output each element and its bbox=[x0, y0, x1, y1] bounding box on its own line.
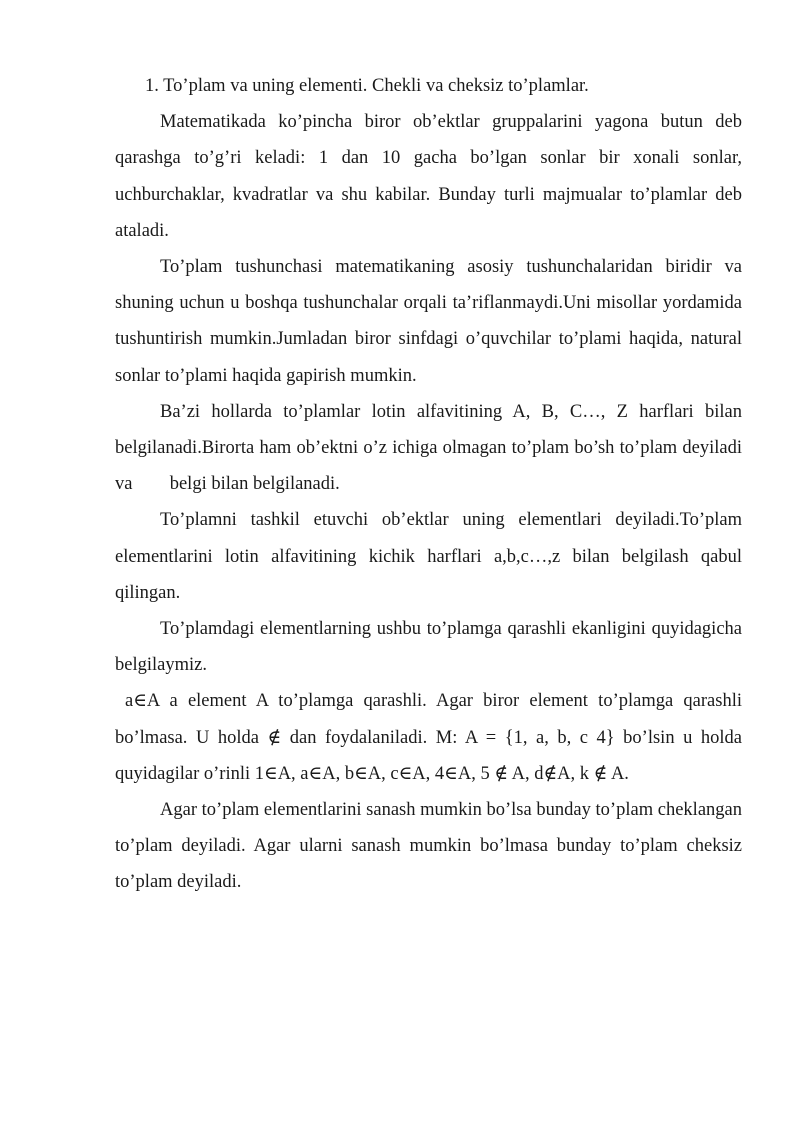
document-page bbox=[115, 68, 742, 901]
section-heading: 1. To’plam va uning elementi. Chekli va cheksiz to’plamlar. bbox=[145, 76, 589, 96]
paragraph-3-text-before: Ba’zi hollarda to’plamlar lotin alfavitining A, B, C…, Z harflari bilan belgilanadi.Birorta ham ob’ektni o’z ichiga olmagan to’plam bo’sh to’plam deyiladi va bbox=[115, 401, 742, 495]
paragraph-7: Agar to’plam elementlarini sanash mumkin bo’lsa bunday to’plam cheklangan to’plam deyiladi. Agar ularni sanash mumkin bo’lmasa bunday to’plam cheksiz to’plam deyiladi. bbox=[115, 800, 742, 893]
paragraph-1: Matematikada ko’pincha biror ob’ektlar gruppalarini yagona butun deb qarashga to’g’ri keladi: 1 dan 10 gacha bo’lgan sonlar bir xonali sonlar, uchburchaklar, kvadratlar va shu kabilar. Bunday turli majmualar to’plamlar deb ataladi. bbox=[115, 112, 742, 241]
paragraph-3-text-after: belgi bilan belgilanadi. bbox=[169, 474, 340, 495]
paragraph-6: a∈A a element A to’plamga qarashli. Agar biror element to’plamga qarashli bo’lmasa. U holda ∉ dan foydalaniladi. M: A = {1, a, b, c 4} bo’lsin u holda quyidagilar o’rinli 1∈A, a∈A, b∈A, c∈A, 4∈A, 5 ∉ A, d∉A, k ∉ A. bbox=[115, 691, 742, 784]
paragraph-5: To’plamdagi elementlarning ushbu to’plamga qarashli ekanligini quyidagicha belgilaymiz. bbox=[115, 619, 742, 676]
paragraph-4: To’plamni tashkil etuvchi ob’ektlar uning elementlari deyiladi.To’plam elementlarini lotin alfavitining kichik harflari a,b,c…,z bilan belgilash qabul qilingan. bbox=[115, 510, 742, 603]
paragraph-2: To’plam tushunchasi matematikaning asosiy tushunchalaridan biridir va shuning uchun u boshqa tushunchalar orqali ta’riflanmaydi.Uni misollar yordamida tushuntirish mumkin.Jumladan biror sinfdagi o’quvchilar to’plami haqida, natural sonlar to’plami haqida gapirish mumkin. bbox=[115, 257, 742, 386]
paragraph-3 bbox=[115, 394, 742, 503]
